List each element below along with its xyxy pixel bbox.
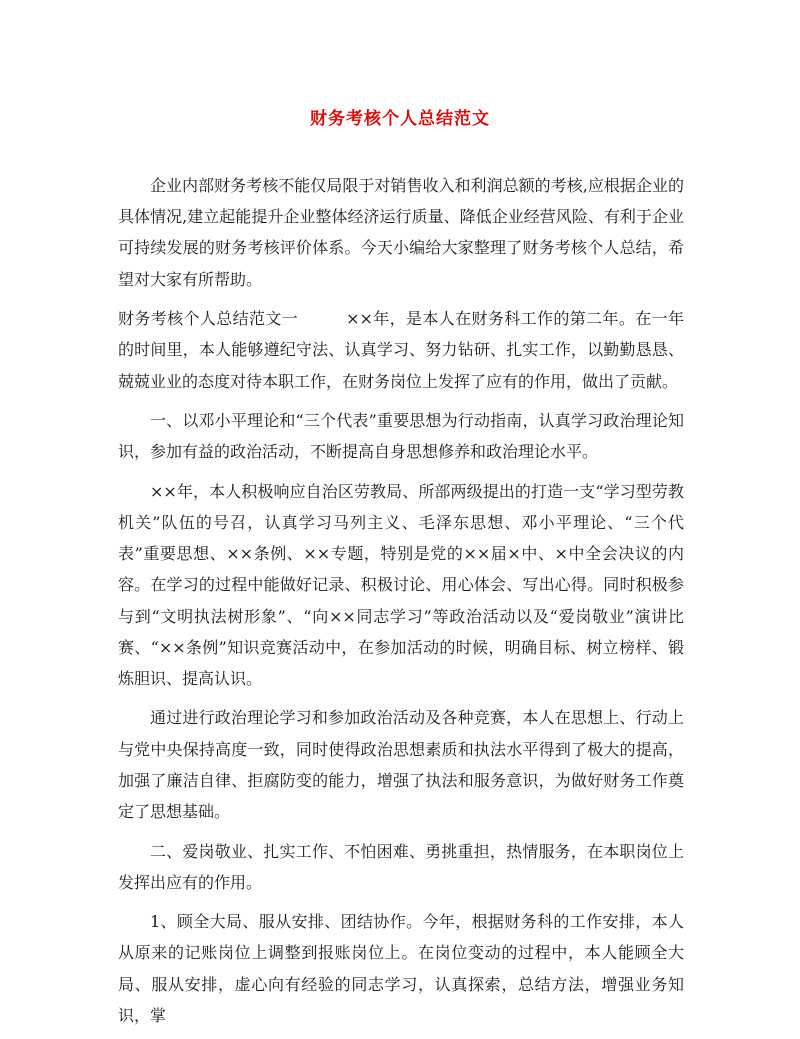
section-lead-text: ××年，是本人在财务科工作的第二年。在一年的时间里，本人能够遵纪守法、认真学习、努力钻研、扎实工作，以勤勤恳恳、兢兢业业的态度对待本职工作，在财务岗位上发挥了应有的作用，做出了贡献。: [118, 309, 684, 391]
section-one-paragraph: [118, 303, 684, 397]
paragraph-2: ××年，本人积极响应自治区劳教局、所部两级提出的打造一支“学习型劳教机关”队伍的号召，认真学习马列主义、毛泽东思想、邓小平理论、“三个代表”重要思想、××条例、××专题，特别是党的××届×中、×中全会决议的内容。在学习的过程中能做好记录、积极讨论、用心体会、写出心得。同时积极参与到“文明执法树形象”、“向××同志学习”等政治活动以及“爱岗敬业”演讲比赛、“××条例”知识竞赛活动中，在参加活动的时候，明确目标、树立榜样、锻炼胆识、提高认识。: [118, 481, 684, 688]
section-heading: 财务考核个人总结范文一: [118, 309, 299, 329]
paragraph-4: 二、爱岗敬业、扎实工作、不怕困难、勇挑重担，热情服务，在本职岗位上发挥出应有的作用。: [118, 841, 684, 892]
paragraph-1: 一、以邓小平理论和“三个代表”重要思想为行动指南，认真学习政治理论知识，参加有益的政治活动，不断提高自身思想修养和政治理论水平。: [118, 411, 684, 462]
document-title: 财务考核个人总结范文: [310, 109, 490, 129]
intro-paragraph: 企业内部财务考核不能仅局限于对销售收入和利润总额的考核,应根据企业的具体情况,建立起能提升企业整体经济运行质量、降低企业经营风险、有利于企业可持续发展的财务考核评价体系。今天小编给大家整理了财务考核个人总结，希望对大家有所帮助。: [118, 176, 684, 289]
document-body: [118, 170, 684, 1039]
paragraph-3: 通过进行政治理论学习和参加政治活动及各种竞赛，本人在思想上、行动上与党中央保持高度一致，同时使得政治思想素质和执法水平得到了极大的提高，加强了廉洁自律、拒腐防变的能力，增强了执法和服务意识，为做好财务工作奠定了思想基础。: [118, 708, 684, 822]
paragraph-5: 1、顾全大局、服从安排、团结协作。今年，根据财务科的工作安排，本人从原来的记账岗位上调整到报账岗位上。在岗位变动的过程中，本人能顾全大局、服从安排，虚心向有经验的同志学习，认真探索，总结方法，增强业务知识，掌: [118, 912, 684, 1025]
